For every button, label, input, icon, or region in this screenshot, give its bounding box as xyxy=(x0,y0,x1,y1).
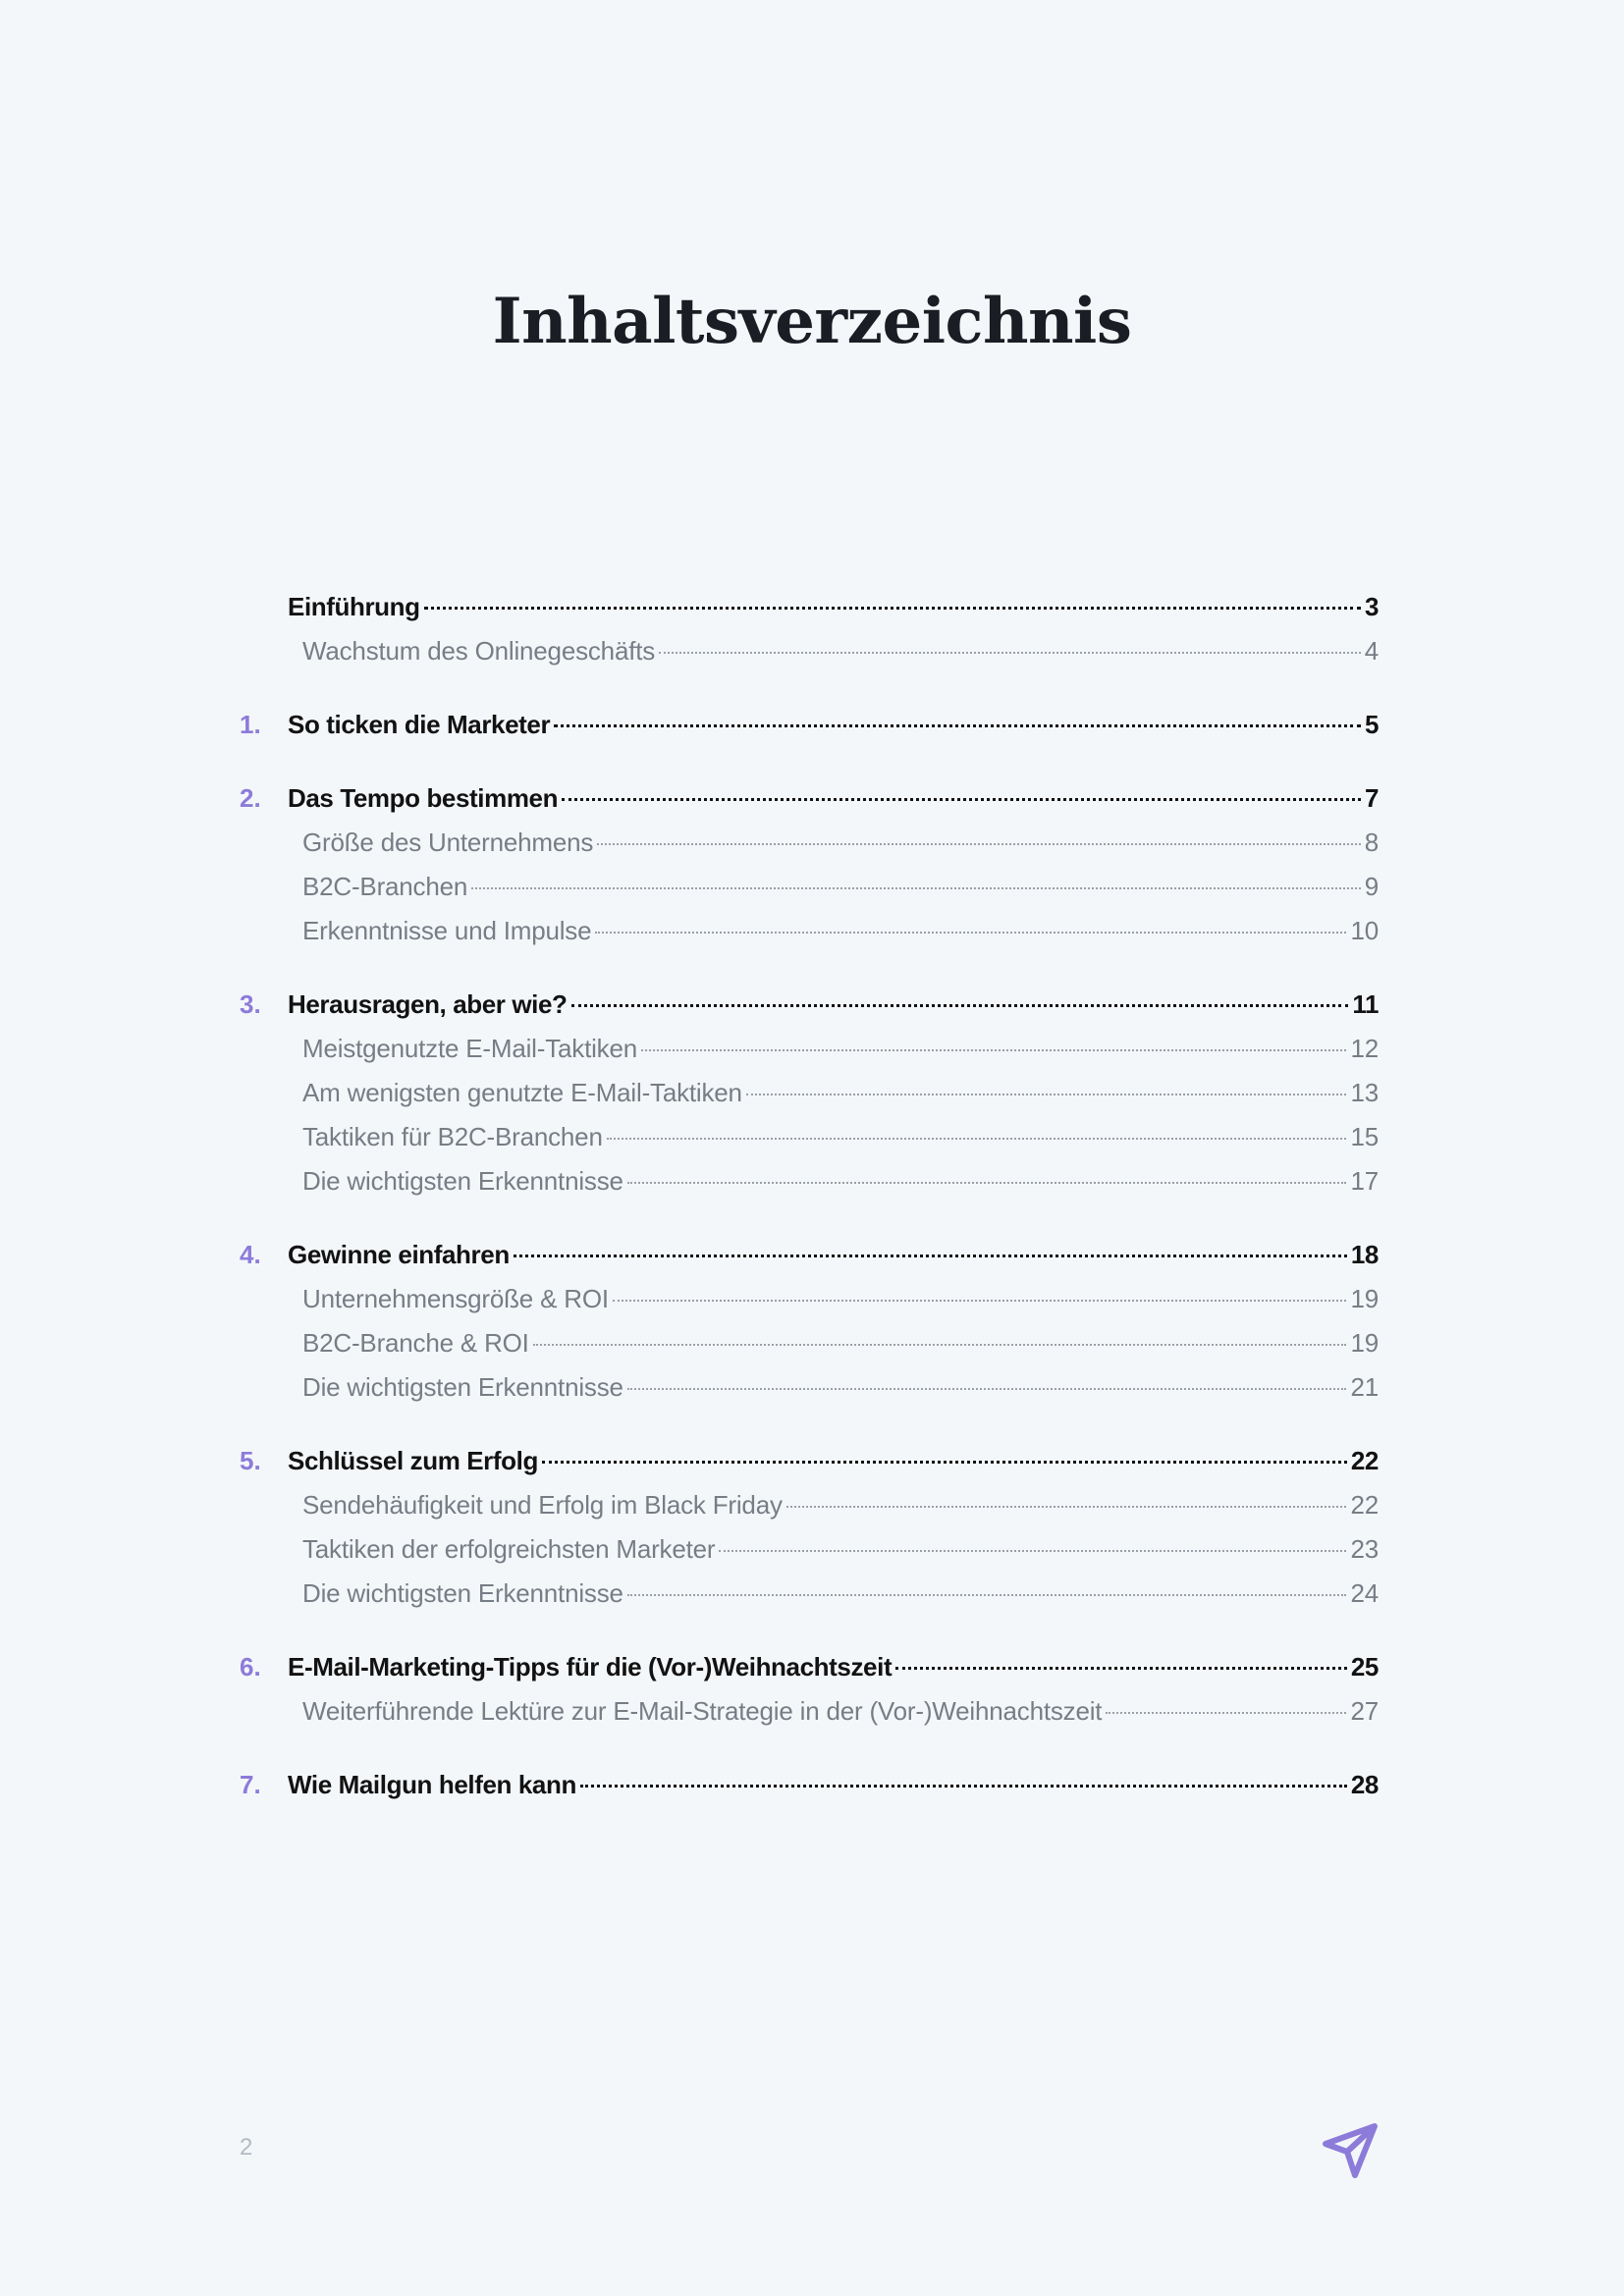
toc-section xyxy=(240,1439,1379,1616)
toc-chapter-number: 1. xyxy=(240,710,261,739)
toc-subsection-label: Meistgenutzte E-Mail-Taktiken xyxy=(302,1034,637,1063)
toc-subsection-label: Die wichtigsten Erkenntnisse xyxy=(302,1166,623,1196)
toc-chapter-number: 7. xyxy=(240,1770,261,1799)
toc-chapter-row[interactable] xyxy=(240,703,1379,747)
toc-chapter-page: 22 xyxy=(1350,1446,1379,1475)
toc-subsection-label: Weiterführende Lektüre zur E-Mail-Strategie in der (Vor-)Weihnachtszeit xyxy=(302,1696,1103,1726)
toc-section xyxy=(240,585,1379,673)
toc-section xyxy=(240,983,1379,1203)
toc-chapter-page: 11 xyxy=(1352,989,1379,1019)
toc-subsection-label: Taktiken der erfolgreichsten Marketer xyxy=(302,1534,716,1564)
toc-chapter-number: 4. xyxy=(240,1240,261,1269)
dot-leader xyxy=(627,1388,1347,1390)
toc-chapter-label: Einführung xyxy=(288,592,420,621)
toc-subsection-row[interactable] xyxy=(240,1483,1379,1527)
toc-chapter-page: 3 xyxy=(1364,592,1379,621)
toc-subsection-label: Am wenigsten genutzte E-Mail-Taktiken xyxy=(302,1078,742,1107)
toc-chapter-label: Das Tempo bestimmen xyxy=(288,783,559,813)
dot-leader xyxy=(627,1182,1347,1184)
toc-chapter-row[interactable] xyxy=(240,1763,1379,1807)
toc-subsection-page: 17 xyxy=(1350,1166,1379,1196)
toc-subsection-label: Die wichtigsten Erkenntnisse xyxy=(302,1578,623,1608)
toc-subsection-page: 22 xyxy=(1350,1490,1379,1520)
dot-leader xyxy=(471,887,1361,889)
dot-leader xyxy=(786,1506,1347,1508)
toc-subsection-row[interactable] xyxy=(240,1027,1379,1071)
dot-leader xyxy=(746,1094,1347,1095)
toc-subsection-row[interactable] xyxy=(240,821,1379,865)
toc-subsection-row[interactable] xyxy=(240,1572,1379,1616)
dot-leader xyxy=(424,607,1361,610)
table-of-contents xyxy=(240,585,1379,1837)
toc-section xyxy=(240,1233,1379,1410)
toc-section xyxy=(240,1763,1379,1807)
toc-subsection-page: 13 xyxy=(1350,1078,1379,1107)
toc-subsection-label: B2C-Branche & ROI xyxy=(302,1328,529,1358)
toc-subsection-row[interactable] xyxy=(240,1321,1379,1365)
toc-chapter-page: 28 xyxy=(1350,1770,1379,1799)
toc-subsection-page: 27 xyxy=(1350,1696,1379,1726)
dot-leader xyxy=(627,1594,1347,1596)
toc-section xyxy=(240,1645,1379,1734)
toc-section xyxy=(240,703,1379,747)
toc-chapter-label: E-Mail-Marketing-Tipps für die (Vor-)Weihnachtszeit xyxy=(288,1652,893,1682)
dot-leader xyxy=(895,1667,1347,1670)
dot-leader xyxy=(571,1004,1349,1007)
toc-subsection-row[interactable] xyxy=(240,629,1379,673)
toc-chapter-label: So ticken die Marketer xyxy=(288,710,551,739)
dot-leader xyxy=(607,1138,1347,1140)
toc-subsection-page: 24 xyxy=(1350,1578,1379,1608)
dot-leader xyxy=(719,1550,1346,1552)
toc-chapter-number: 5. xyxy=(240,1446,261,1475)
toc-subsection-page: 8 xyxy=(1364,828,1379,857)
toc-chapter-label: Wie Mailgun helfen kann xyxy=(288,1770,576,1799)
toc-chapter-row[interactable] xyxy=(240,776,1379,821)
dot-leader xyxy=(542,1461,1347,1464)
toc-chapter-row[interactable] xyxy=(240,983,1379,1027)
toc-subsection-page: 10 xyxy=(1350,916,1379,945)
toc-subsection-row[interactable] xyxy=(240,1689,1379,1734)
toc-subsection-page: 19 xyxy=(1350,1328,1379,1358)
toc-subsection-label: Wachstum des Onlinegeschäfts xyxy=(302,636,656,666)
dot-leader xyxy=(533,1344,1347,1346)
dot-leader xyxy=(659,652,1361,654)
toc-chapter-page: 7 xyxy=(1364,783,1379,813)
toc-subsection-page: 21 xyxy=(1350,1372,1379,1402)
toc-subsection-label: B2C-Branchen xyxy=(302,872,468,901)
toc-subsection-label: Die wichtigsten Erkenntnisse xyxy=(302,1372,623,1402)
toc-chapter-number: 6. xyxy=(240,1652,261,1682)
dot-leader xyxy=(580,1785,1347,1788)
toc-subsection-page: 15 xyxy=(1350,1122,1379,1151)
page-number: 2 xyxy=(240,2134,253,2161)
dot-leader xyxy=(562,798,1361,801)
toc-chapter-page: 18 xyxy=(1350,1240,1379,1269)
dot-leader xyxy=(554,724,1361,727)
toc-subsection-page: 12 xyxy=(1350,1034,1379,1063)
toc-chapter-row[interactable] xyxy=(240,585,1379,629)
dot-leader xyxy=(641,1049,1346,1051)
toc-chapter-page: 5 xyxy=(1364,710,1379,739)
toc-subsection-page: 4 xyxy=(1364,636,1379,666)
toc-subsection-row[interactable] xyxy=(240,1277,1379,1321)
toc-subsection-page: 23 xyxy=(1350,1534,1379,1564)
toc-subsection-row[interactable] xyxy=(240,1115,1379,1159)
toc-subsection-row[interactable] xyxy=(240,1159,1379,1203)
dot-leader xyxy=(595,932,1346,934)
toc-subsection-row[interactable] xyxy=(240,909,1379,953)
toc-subsection-row[interactable] xyxy=(240,1527,1379,1572)
toc-chapter-number: 2. xyxy=(240,783,261,813)
dot-leader xyxy=(514,1255,1347,1257)
toc-subsection-page: 19 xyxy=(1350,1284,1379,1313)
dot-leader xyxy=(613,1300,1347,1302)
toc-chapter-number: 3. xyxy=(240,989,261,1019)
dot-leader xyxy=(597,843,1361,845)
paper-plane-logo-icon xyxy=(1322,2122,1379,2179)
toc-subsection-label: Unternehmensgröße & ROI xyxy=(302,1284,609,1313)
toc-chapter-row[interactable] xyxy=(240,1439,1379,1483)
toc-chapter-label: Herausragen, aber wie? xyxy=(288,989,568,1019)
toc-chapter-label: Schlüssel zum Erfolg xyxy=(288,1446,538,1475)
dot-leader xyxy=(1106,1712,1346,1714)
toc-chapter-page: 25 xyxy=(1350,1652,1379,1682)
toc-subsection-label: Taktiken für B2C-Branchen xyxy=(302,1122,603,1151)
toc-subsection-row[interactable] xyxy=(240,865,1379,909)
toc-subsection-label: Größe des Unternehmens xyxy=(302,828,594,857)
toc-subsection-label: Erkenntnisse und Impulse xyxy=(302,916,592,945)
toc-subsection-row[interactable] xyxy=(240,1071,1379,1115)
toc-chapter-row[interactable] xyxy=(240,1645,1379,1689)
toc-subsection-row[interactable] xyxy=(240,1365,1379,1410)
toc-chapter-row[interactable] xyxy=(240,1233,1379,1277)
toc-section xyxy=(240,776,1379,953)
toc-subsection-label: Sendehäufigkeit und Erfolg im Black Friday xyxy=(302,1490,783,1520)
page-title: Inhaltsverzeichnis xyxy=(492,285,1132,358)
toc-chapter-label: Gewinne einfahren xyxy=(288,1240,510,1269)
toc-subsection-page: 9 xyxy=(1364,872,1379,901)
